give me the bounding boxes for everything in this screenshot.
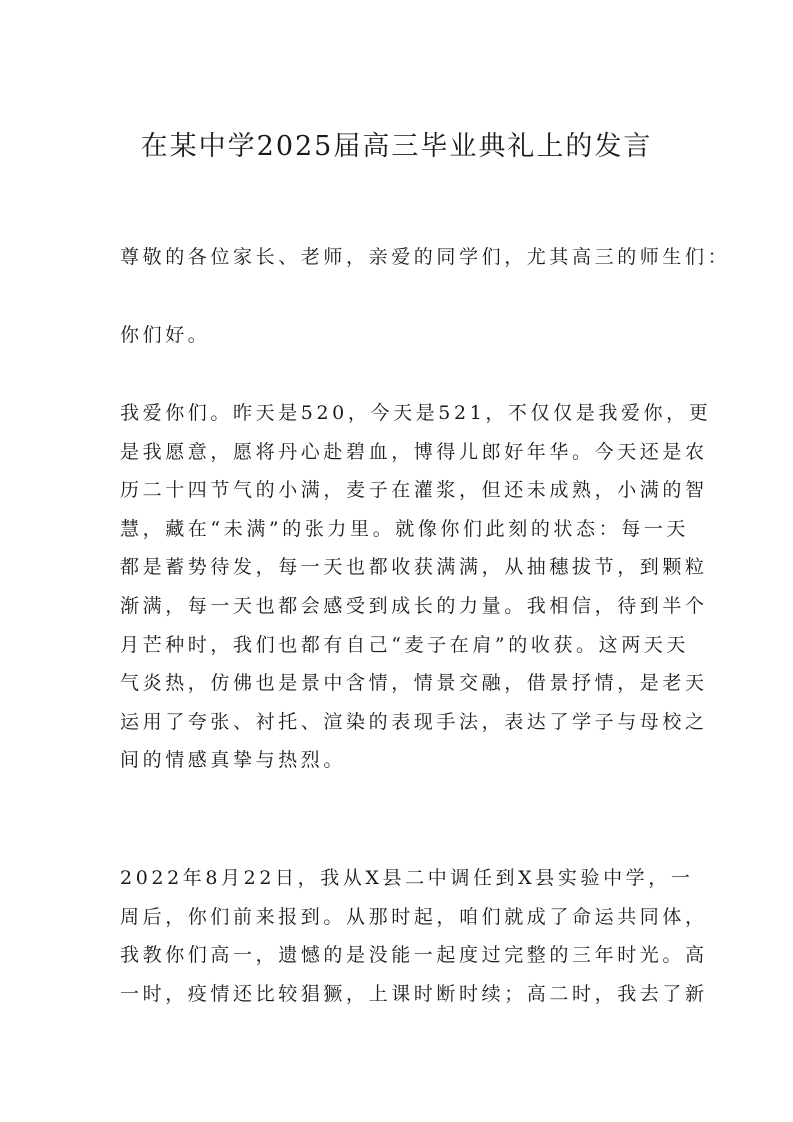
text-line: 我教你们高一，遗憾的是没能一起度过完整的三年时光。高 bbox=[120, 944, 708, 967]
text-line: 运用了夸张、衬托、渲染的表现手法，表达了学子与母校之 bbox=[120, 710, 708, 733]
text-line: 2022年8月22日，我从X县二中调任到X县实验中学，一 bbox=[120, 867, 694, 889]
document-title: 在某中学2025届高三毕业典礼上的发言 bbox=[140, 131, 653, 162]
body-paragraph-1 bbox=[120, 394, 712, 780]
text-line: 都是蓄势待发，每一天也都收获满满，从抽穗拔节，到颗粒 bbox=[120, 556, 708, 579]
text-line: 是我愿意，愿将丹心赴碧血，博得儿郎好年华。今天还是农 bbox=[120, 440, 708, 463]
text-line: 慧，藏在“未满”的张力里。就像你们此刻的状态：每一天 bbox=[120, 517, 690, 540]
text-line: 间的情感真挚与热烈。 bbox=[120, 749, 347, 772]
body-paragraph-2 bbox=[120, 859, 708, 1013]
text-line: 渐满，每一天也都会感受到成长的力量。我相信，待到半个 bbox=[120, 594, 708, 617]
salutation-paragraph bbox=[120, 238, 731, 277]
text-line: 一时，疫情还比较猖獗，上课时断时续；高二时，我去了新 bbox=[120, 982, 708, 1005]
text-line: 我爱你们。昨天是520，今天是521，不仅仅是我爱你，更 bbox=[120, 402, 712, 424]
greeting-paragraph bbox=[120, 316, 676, 355]
text-line: 历二十四节气的小满，麦子在灌浆，但还未成熟，小满的智 bbox=[120, 479, 708, 502]
text-line: 尊敬的各位家长、老师，亲爱的同学们，尤其高三的师生们： bbox=[120, 246, 731, 268]
text-line: 气炎热，仿佛也是景中含情，情景交融，借景抒情，是老天 bbox=[120, 672, 708, 695]
text-line: 月芒种时，我们也都有自己“麦子在肩”的收获。这两天天 bbox=[120, 633, 690, 656]
text-line: 周后，你们前来报到。从那时起，咱们就成了命运共同体， bbox=[120, 905, 708, 928]
text-line: 你们好。 bbox=[120, 324, 211, 346]
